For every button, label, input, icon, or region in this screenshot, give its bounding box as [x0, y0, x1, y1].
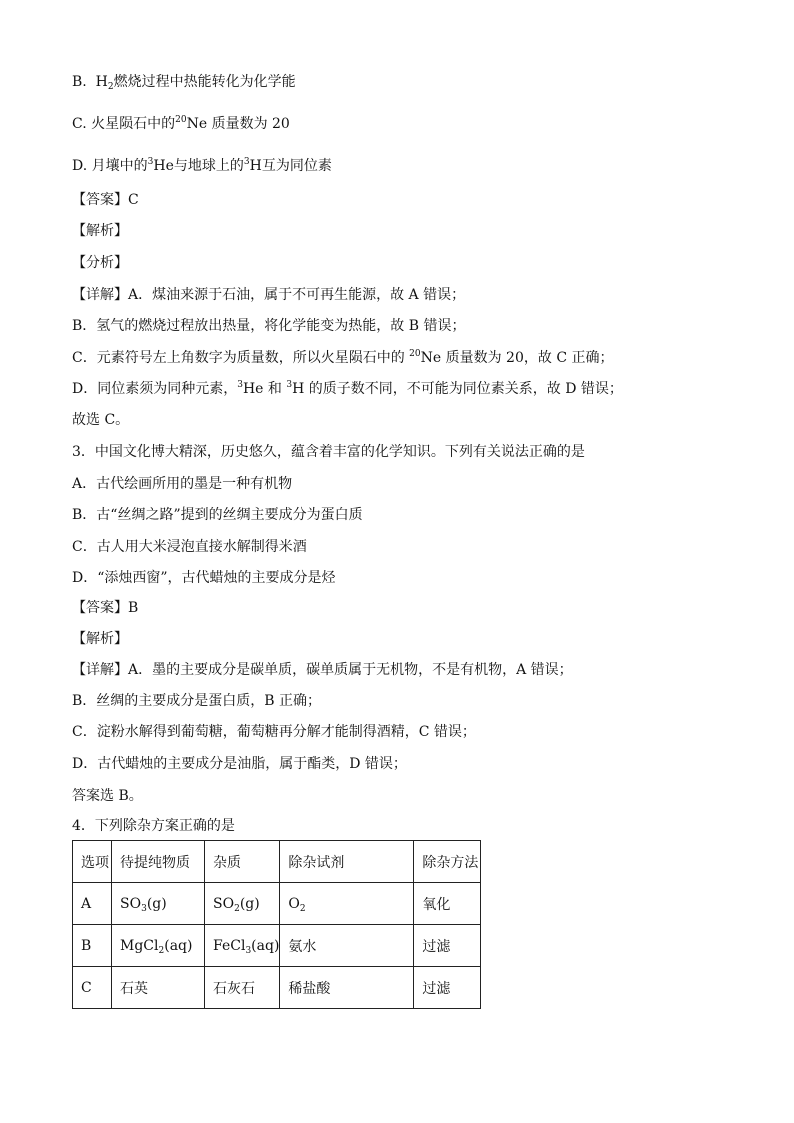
q4-stem: 4．下列除杂方案正确的是: [72, 818, 235, 834]
table-row: [73, 967, 481, 1009]
q3-conclusion: 答案选 B。: [72, 788, 143, 804]
table-row: [73, 925, 481, 967]
q2-detail-3: C．元素符号左上角数字为质量数，所以火星陨石中的 $^{20}$Ne 质量数为 20，故 C 正确；: [72, 349, 614, 366]
reagent-cell: $O_2$: [280, 883, 414, 925]
q3-answer: 【答案】B: [72, 600, 139, 616]
method-cell: 过滤: [414, 967, 481, 1009]
option-cell: B: [73, 925, 112, 967]
table-header-row: [73, 841, 481, 883]
q3-stem: 3．中国文化博大精深，历史悠久，蕴含着丰富的化学知识。下列有关说法正确的是: [72, 444, 585, 460]
q2-detail-1: 【详解】A．煤油来源于石油，属于不可再生能源，故 A 错误；: [72, 287, 466, 303]
substance-cell: MgCl$_2$(aq): [112, 925, 205, 967]
q2-answer: 【答案】C: [72, 192, 139, 208]
q3-option-d: D．“添烛西窗”，古代蜡烛的主要成分是烃: [72, 570, 336, 586]
option-c: C. 火星陨石中的$^{20}$Ne 质量数为 20: [72, 115, 290, 132]
q3-option-a: A．古代绘画所用的墨是一种有机物: [72, 476, 293, 492]
q3-option-b: B．古“丝绸之路”提到的丝绸主要成分为蛋白质: [72, 507, 363, 523]
impurity-cell: FeCl$_3$(aq): [205, 925, 280, 967]
header-cell: 待提纯物质: [112, 841, 205, 883]
table-row: [73, 883, 481, 925]
q3-detail-1: 【详解】A．墨的主要成分是碳单质，碳单质属于无机物，不是有机物，A 错误；: [72, 662, 573, 678]
q3-detail-3: C．淀粉水解得到葡萄糖，葡萄糖再分解才能制得酒精，C 错误；: [72, 724, 476, 740]
q3-detail-4: D．古代蜡烛的主要成分是油脂，属于酯类，D 错误；: [72, 756, 407, 772]
option-d: D. 月壤中的$^3$He与地球上的$^3$H互为同位素: [72, 157, 332, 174]
option-cell: A: [73, 883, 112, 925]
impurity-cell: 石灰石: [205, 967, 280, 1009]
q3-jiexi: 【解析】: [72, 631, 128, 647]
reagent-cell: 稀盐酸: [280, 967, 414, 1009]
substance-cell: $SO_3(g)$: [112, 883, 205, 925]
q2-jiexi: 【解析】: [72, 223, 128, 239]
substance-cell: 石英: [112, 967, 205, 1009]
impurity-cell: $SO_2(g)$: [205, 883, 280, 925]
q3-option-c: C．古人用大米浸泡直接水解制得米酒: [72, 539, 307, 555]
header-cell: 除杂方法: [414, 841, 481, 883]
q2-detail-2: B．氢气的燃烧过程放出热量，将化学能变为热能，故 B 错误；: [72, 318, 466, 334]
header-cell: 杂质: [205, 841, 280, 883]
header-cell: 除杂试剂: [280, 841, 414, 883]
header-cell: 选项: [73, 841, 112, 883]
reagent-cell: 氨水: [280, 925, 414, 967]
q2-conclusion: 故选 C。: [72, 412, 130, 428]
purification-table: [72, 840, 481, 1009]
method-cell: 氧化: [414, 883, 481, 925]
q3-detail-2: B．丝绸的主要成分是蛋白质，B 正确；: [72, 693, 322, 709]
q2-fenxi: 【分析】: [72, 255, 128, 271]
q2-detail-4: D．同位素须为同种元素，$^3$He 和 $^3$H 的质子数不同，不可能为同位素关系，故 D 错误；: [72, 380, 623, 397]
method-cell: 过滤: [414, 925, 481, 967]
option-b: B. $H_2$燃烧过程中热能转化为化学能: [72, 74, 296, 92]
option-cell: C: [73, 967, 112, 1009]
